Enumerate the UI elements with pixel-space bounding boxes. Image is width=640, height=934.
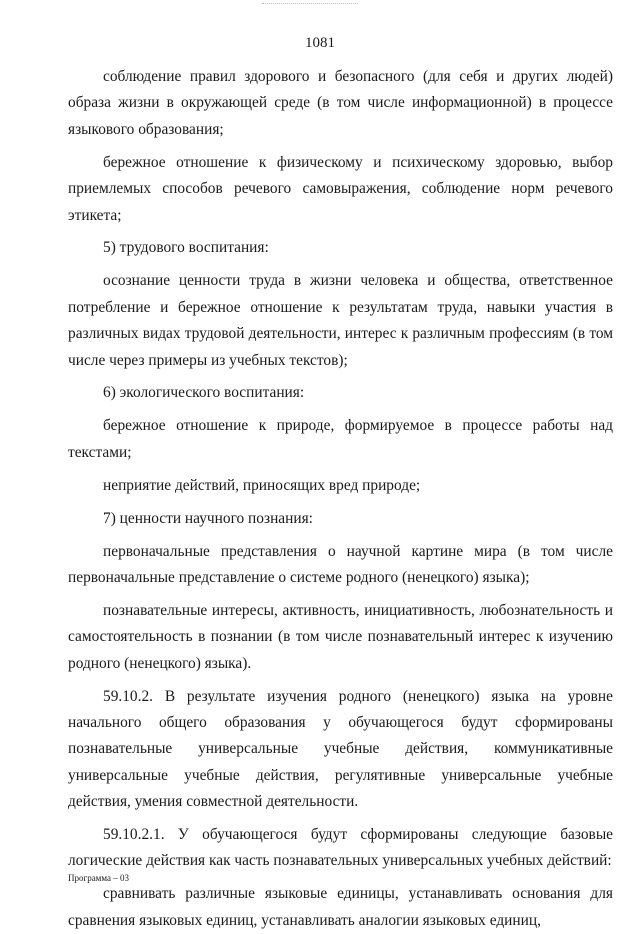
paragraph-compare-units: сравнивать различные языковые единицы, устанавливать основания для сравнения языковых единиц, устанавливать аналогии языковых единиц, xyxy=(68,885,613,929)
document-body xyxy=(68,64,613,934)
paragraph-nature-harm: неприятие действий, приносящих вред природе; xyxy=(103,476,421,494)
heading-labor-education: 5) трудового воспитания: xyxy=(103,239,269,257)
paragraph-labor-value: осознание ценности труда в жизни человека и общества, ответственное потребление и бережное отношение к результатам труда, навыки участия в различных видах трудовой деятельности, интерес к различным профессиям (в том числе через примеры из учебных текстов); xyxy=(68,272,613,369)
paragraph-world-picture: первоначальные представления о научной картине мира (в том числе первоначальные представление о системе родного (ненецкого) языка); xyxy=(68,542,613,586)
paragraph-cognitive-interests: познавательные интересы, активность, инициативность, любознательность и самостоятельность в познании (в том числе познавательный интерес к изучению родного (ненецкого) языка). xyxy=(68,601,613,672)
heading-ecological-education: 6) экологического воспитания: xyxy=(103,384,305,402)
heading-scientific-knowledge: 7) ценности научного познания: xyxy=(103,509,313,527)
section-59-10-2-1: 59.10.2.1. У обучающегося будут сформированы следующие базовые логические действия как часть познавательных универсальных учебных действий: xyxy=(68,826,613,870)
paragraph-nature-care: бережное отношение к природе, формируемое в процессе работы над текстами; xyxy=(68,417,613,461)
page-number: 1081 xyxy=(305,35,335,51)
paragraph-health-care: бережное отношение к физическому и психическому здоровью, выбор приемлемых способов речевого самовыражения, соблюдение норм речевого этикета; xyxy=(68,153,613,224)
scan-edge-mark xyxy=(262,3,358,5)
section-59-10-2: 59.10.2. В результате изучения родного (ненецкого) языка на уровне начального общего образования у обучающегося будут сформированы познавательные универсальные учебные действия, коммуникативные универсальные учебные действия, регулятивные универсальные учебные действия, умения совместной деятельности. xyxy=(68,687,613,811)
paragraph-healthy-lifestyle: соблюдение правил здорового и безопасного (для себя и других людей) образа жизни в окружающей среде (в том числе информационной) в процессе языкового образования; xyxy=(68,68,613,138)
footer-program-label: Программа – 03 xyxy=(68,873,130,883)
